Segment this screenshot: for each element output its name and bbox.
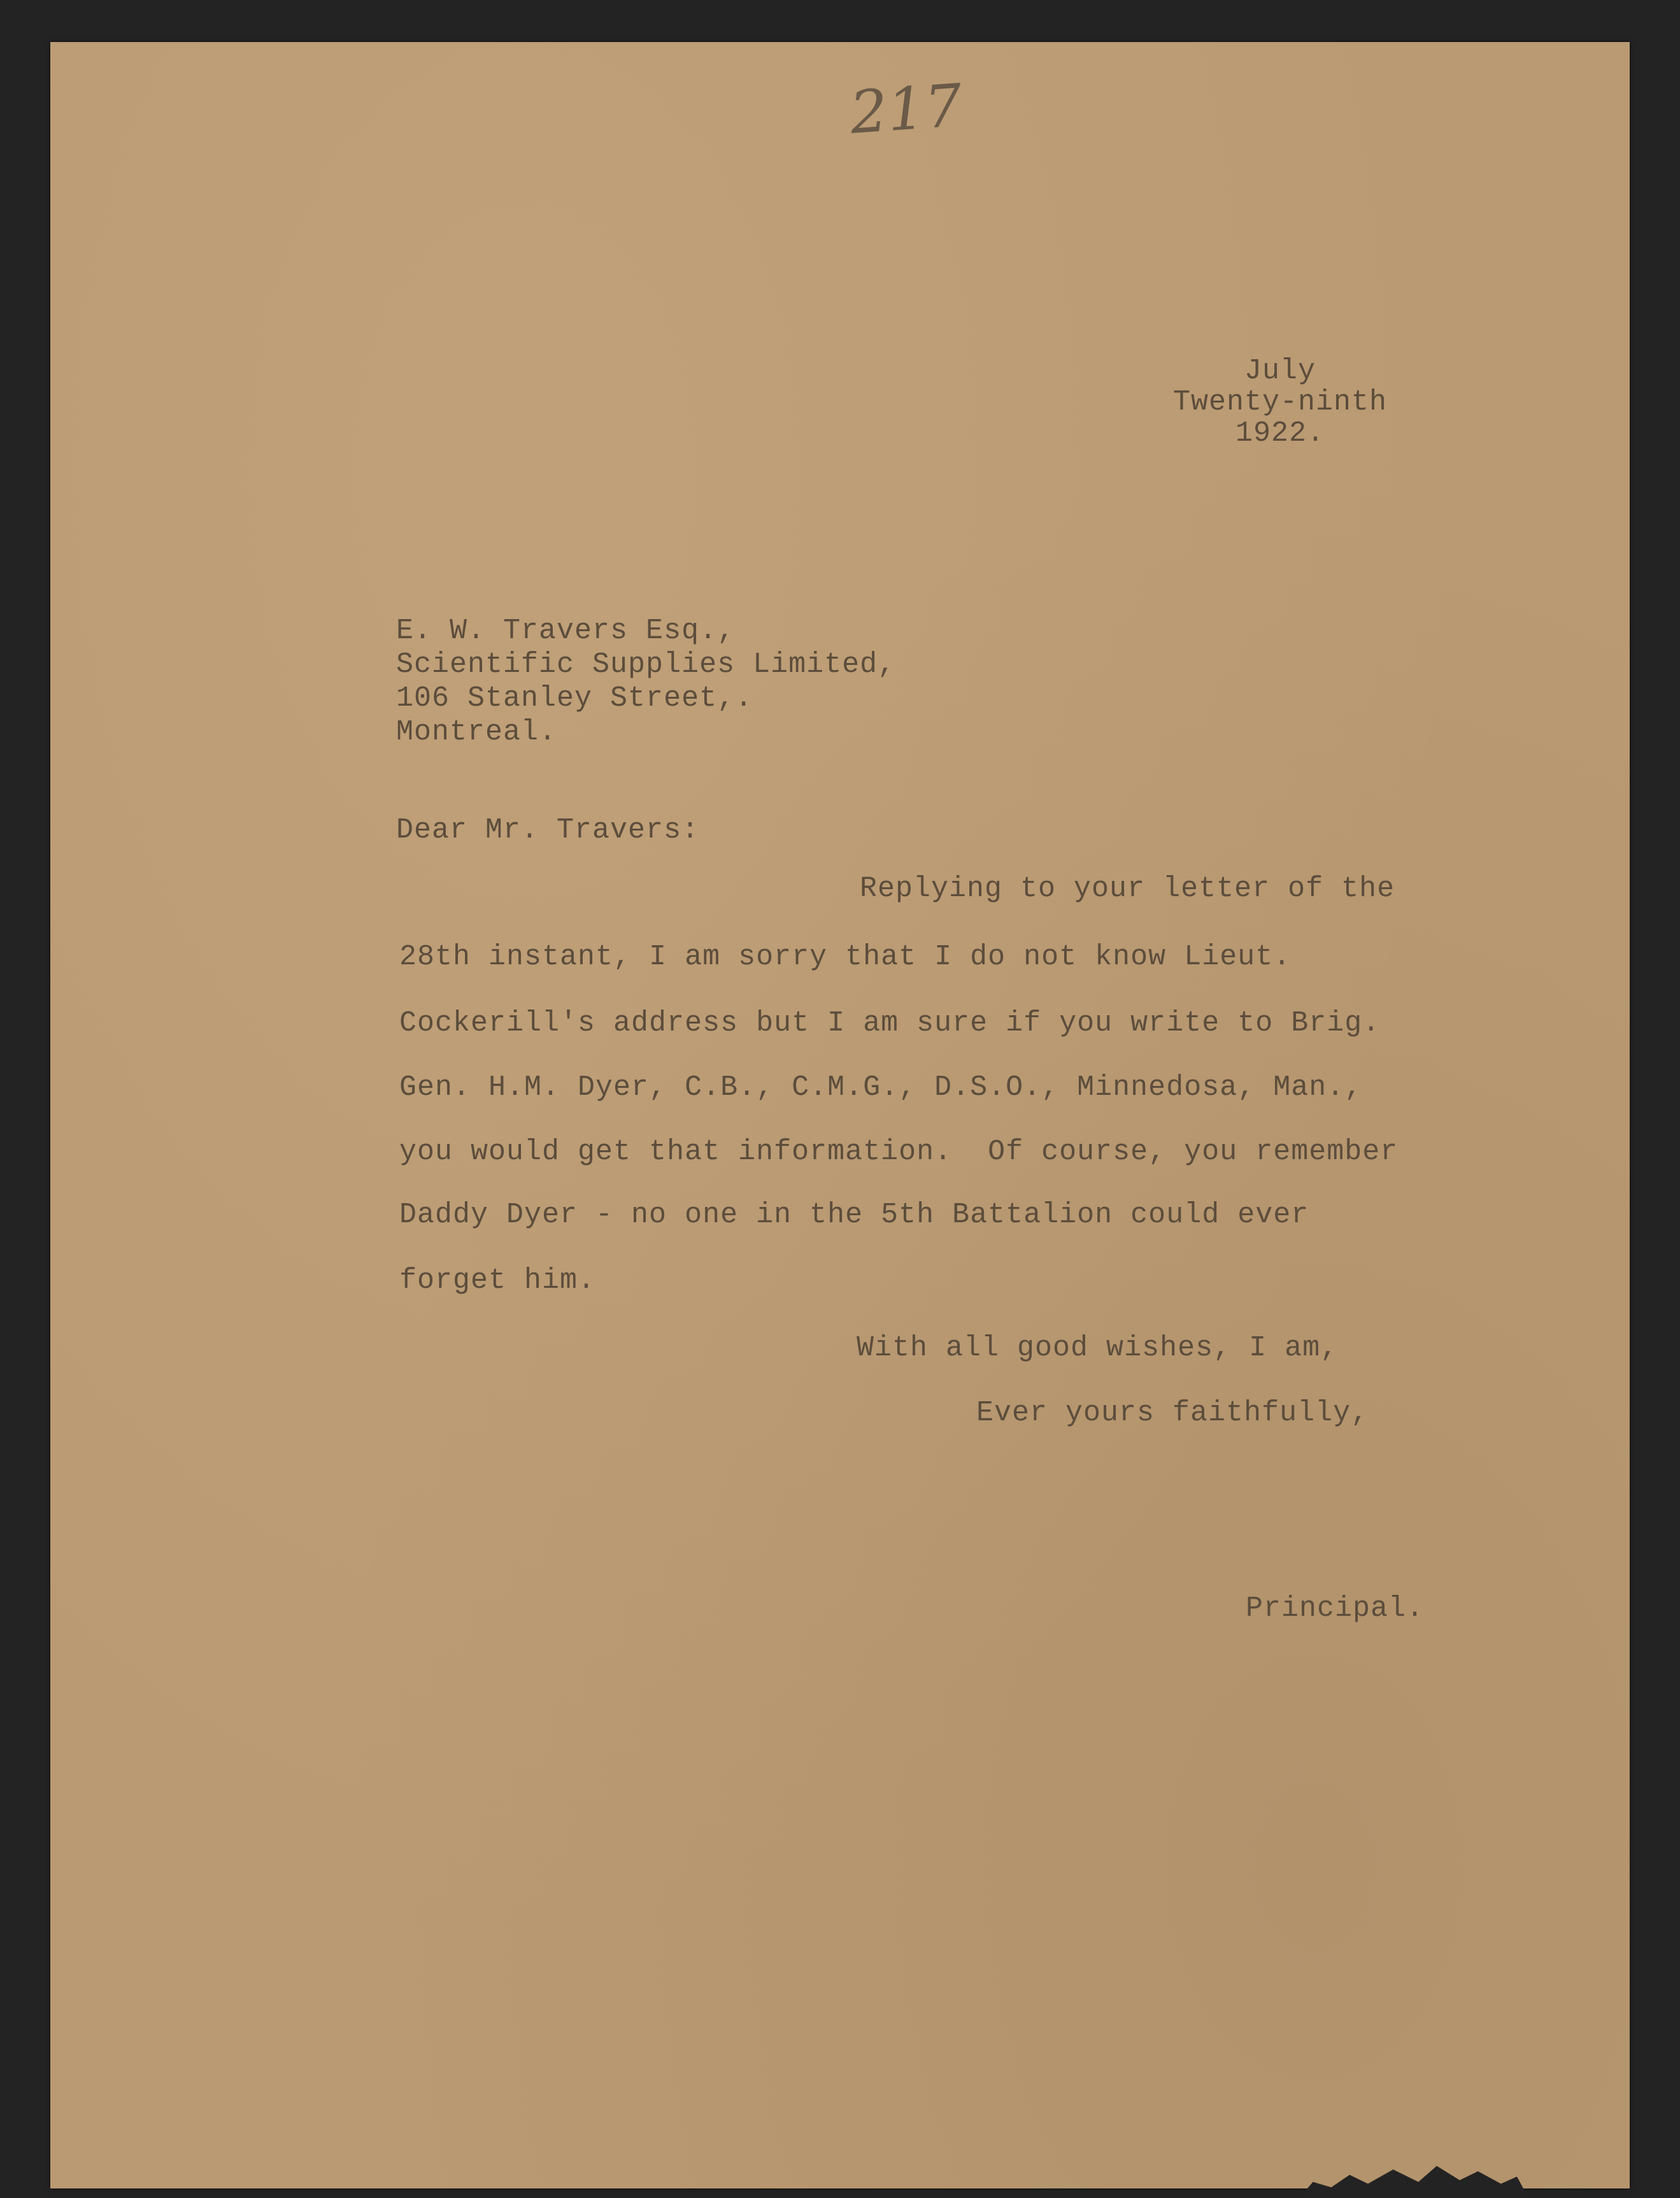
recipient-street: 106 Stanley Street,. [396,682,753,715]
page-number: 217 [848,71,965,147]
body-line: you would get that information. Of course, you remember [399,1136,1399,1168]
salutation: Dear Mr. Travers: [396,814,700,846]
body-line: Gen. H.M. Dyer, C.B., C.M.G., D.S.O., Minnedosa, Man., [399,1071,1363,1104]
closing-line: Ever yours faithfully, [976,1397,1369,1429]
date-year: 1922. [1235,417,1325,450]
closing-line: With all good wishes, I am, [857,1332,1339,1364]
date-month: July [1244,355,1316,387]
recipient-company: Scientific Supplies Limited, [396,648,896,681]
body-line: Cockerill's address but I am sure if you write to Brig. [399,1007,1381,1039]
body-line: Replying to your letter of the [860,873,1395,905]
date-block [1159,357,1401,450]
signature-title: Principal. [1246,1592,1425,1625]
body-line: Daddy Dyer - no one in the 5th Battalion could ever [399,1199,1309,1231]
recipient-name: E. W. Travers Esq., [396,615,736,647]
body-line: forget him. [399,1264,596,1297]
body-line: 28th instant, I am sorry that I do not know Lieut. [399,941,1292,973]
date-day: Twenty-ninth [1172,386,1388,418]
recipient-city: Montreal. [396,716,557,748]
